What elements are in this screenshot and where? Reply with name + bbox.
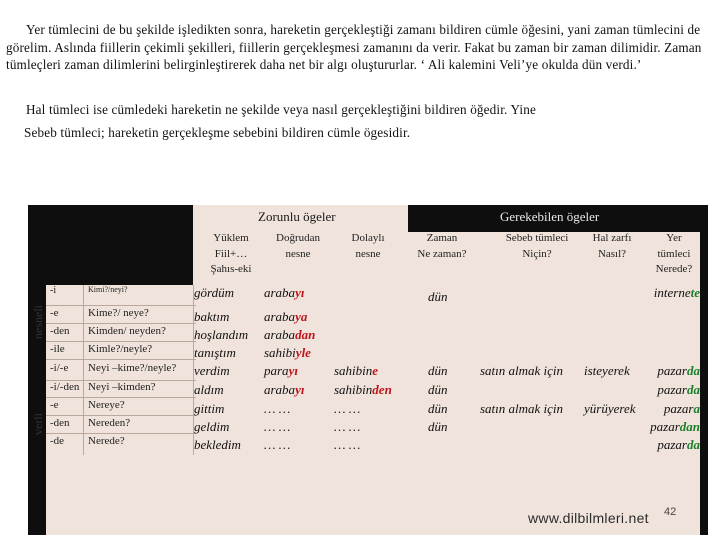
row-manner: isteyerek xyxy=(584,363,630,378)
col-yer: Yer tümleci Nerede? xyxy=(655,232,693,275)
row-suffix: -de xyxy=(50,435,65,447)
col-sebeb: Sebeb tümleci Niçin? xyxy=(505,232,569,260)
row-verb: bekledim xyxy=(194,437,241,452)
row-direct-object xyxy=(264,309,307,325)
row-direct-object xyxy=(264,327,315,343)
row-question: Nereden? xyxy=(88,417,131,429)
row-direct-object xyxy=(264,437,290,453)
row-direct-object xyxy=(264,363,298,379)
row-time: dün xyxy=(428,419,448,434)
row-place-stem: pazar xyxy=(657,382,687,397)
row-direct-object-suffix: dan xyxy=(295,327,316,342)
row-direct-object-stem: araba xyxy=(264,327,296,342)
header-optional: Gerekebilen ögeler xyxy=(500,209,600,224)
row-indirect-object-stem: sahibin xyxy=(334,363,373,378)
row-place-stem: interne xyxy=(653,285,691,300)
row-direct-object-stem: araba xyxy=(264,382,296,397)
side-label-verli: verli xyxy=(31,413,45,435)
row-direct-object-stem: araba xyxy=(264,285,296,300)
row-direct-object xyxy=(264,401,290,417)
row-question: Nereye? xyxy=(88,399,125,411)
row-direct-object-suffix: yle xyxy=(295,345,311,360)
row-verb: verdim xyxy=(194,363,230,378)
row-suffix: -i/-den xyxy=(50,381,80,393)
row-indirect-object xyxy=(334,419,360,435)
row-direct-object-stem: araba xyxy=(264,309,296,324)
row-time: dün xyxy=(428,363,448,378)
row-reason: satın almak için xyxy=(480,401,564,416)
row-question: Kimi?/neyi? xyxy=(88,285,128,294)
row-question: Kimden/ neyden? xyxy=(88,325,166,337)
row-place xyxy=(650,419,700,435)
col-zaman: Zaman Ne zaman? xyxy=(417,232,467,260)
row-indirect-object-stem: … … xyxy=(334,437,361,452)
row-time: dün xyxy=(428,289,448,304)
row-direct-object-suffix: yı xyxy=(288,363,298,378)
row-question: Neyi –kimden? xyxy=(88,381,156,393)
footer-url: www.dilbilmleri.net xyxy=(528,510,649,526)
row-place xyxy=(657,382,700,398)
row-indirect-object xyxy=(334,382,392,398)
row-indirect-object-suffix: den xyxy=(372,382,392,397)
row-manner: yürüyerek xyxy=(584,401,636,416)
row-direct-object-stem: para xyxy=(264,363,289,378)
row-place-suffix: da xyxy=(687,437,700,452)
row-direct-object xyxy=(264,382,304,398)
row-suffix: -ile xyxy=(50,343,65,355)
row-question: Nerede? xyxy=(88,435,125,447)
row-indirect-object-suffix: e xyxy=(372,363,379,378)
row-suffix: -e xyxy=(50,399,59,411)
row-direct-object xyxy=(264,345,311,361)
row-indirect-object-stem: sahibin xyxy=(334,382,373,397)
row-place-stem: pazar xyxy=(657,437,687,452)
row-verb: gittim xyxy=(194,401,225,416)
row-verb: aldım xyxy=(194,382,224,397)
row-suffix: -den xyxy=(50,417,70,429)
row-direct-object-suffix: yı xyxy=(295,285,305,300)
col-dogrudan: Doğrudan nesne xyxy=(276,232,320,260)
row-place-suffix: dan xyxy=(679,419,700,434)
row-verb: gördüm xyxy=(194,285,234,300)
page-number: 42 xyxy=(664,506,677,518)
row-question: Neyi –kime?/neyle? xyxy=(88,362,177,374)
row-place-stem: pazar xyxy=(663,401,694,416)
row-place-stem: pazar xyxy=(650,419,680,434)
row-suffix: -i/-e xyxy=(50,362,69,374)
row-place xyxy=(657,363,700,379)
row-direct-object-suffix: yı xyxy=(295,382,305,397)
row-verb: baktım xyxy=(194,309,230,324)
row-place xyxy=(664,401,700,417)
row-place-stem: pazar xyxy=(657,363,687,378)
row-place-suffix: a xyxy=(693,401,700,416)
row-verb: tanıştım xyxy=(194,345,236,360)
header-mandatory: Zorunlu ögeler xyxy=(258,209,336,224)
row-reason: satın almak için xyxy=(480,363,564,378)
row-suffix: -e xyxy=(50,307,59,319)
paragraph-hal-tumleci: Hal tümleci ise cümledeki hareketin ne şekilde veya nasıl gerçekleştiğini bildiren öğedir. Yine xyxy=(26,102,536,117)
row-verb: hoşlandım xyxy=(194,327,249,342)
row-indirect-object xyxy=(334,437,360,453)
row-direct-object-stem: … … xyxy=(264,419,291,434)
paragraph-sebeb-tumleci: Sebeb tümleci; hareketin gerçekleşme sebebini bildiren cümle ögesidir. xyxy=(24,125,411,140)
grammar-table xyxy=(28,205,708,535)
row-place-suffix: da xyxy=(687,363,700,378)
row-question: Kime?/ neye? xyxy=(88,307,149,319)
row-time: dün xyxy=(428,382,448,397)
side-label-nesneli: nesneli xyxy=(31,305,45,339)
row-suffix: -i xyxy=(50,285,57,296)
row-indirect-object xyxy=(334,363,378,379)
paragraph-zaman-tumleci: Yer tümlecini de bu şekilde işledikten sonra, hareketin gerçekleştiği zamanı bildiren cümle öğesini, yani zaman tümlecini de görelim. Aslında fiillerin çekimli şekilleri, fiillerin gerçekleşmesi zamanını da verir. Fakat bu zaman bir zaman dilimidir. Zaman tümleçleri zaman dilimlerini belirginleştirerek daha net bir algı oluştururlar. ‘ Ali kalemini Veli’ye okulda dün verdi.’ xyxy=(6,22,702,72)
row-direct-object xyxy=(264,419,290,435)
col-yuklem: Yüklem Fiil+… Şahıs-eki xyxy=(210,232,252,275)
table-right-dark xyxy=(700,232,708,535)
row-direct-object-stem: … … xyxy=(264,401,291,416)
row-question: Kimle?/neyle? xyxy=(88,343,153,355)
row-place-suffix: te xyxy=(690,285,700,300)
row-verb: geldim xyxy=(194,419,230,434)
row-indirect-object xyxy=(334,401,360,417)
col-hal: Hal zarfı Nasıl? xyxy=(592,232,632,260)
row-direct-object xyxy=(264,285,304,301)
table-corner-dark xyxy=(28,205,193,285)
row-time: dün xyxy=(428,401,448,416)
row-direct-object-stem: sahibi xyxy=(264,345,296,360)
row-indirect-object-stem: … … xyxy=(334,419,361,434)
row-direct-object-suffix: ya xyxy=(295,309,308,324)
row-place-suffix: da xyxy=(687,382,700,397)
row-direct-object-stem: … … xyxy=(264,437,291,452)
row-suffix: -den xyxy=(50,325,70,337)
col-dolayli: Dolaylı nesne xyxy=(351,232,385,260)
row-place xyxy=(654,285,700,301)
row-place xyxy=(657,437,700,453)
row-indirect-object-stem: … … xyxy=(334,401,361,416)
